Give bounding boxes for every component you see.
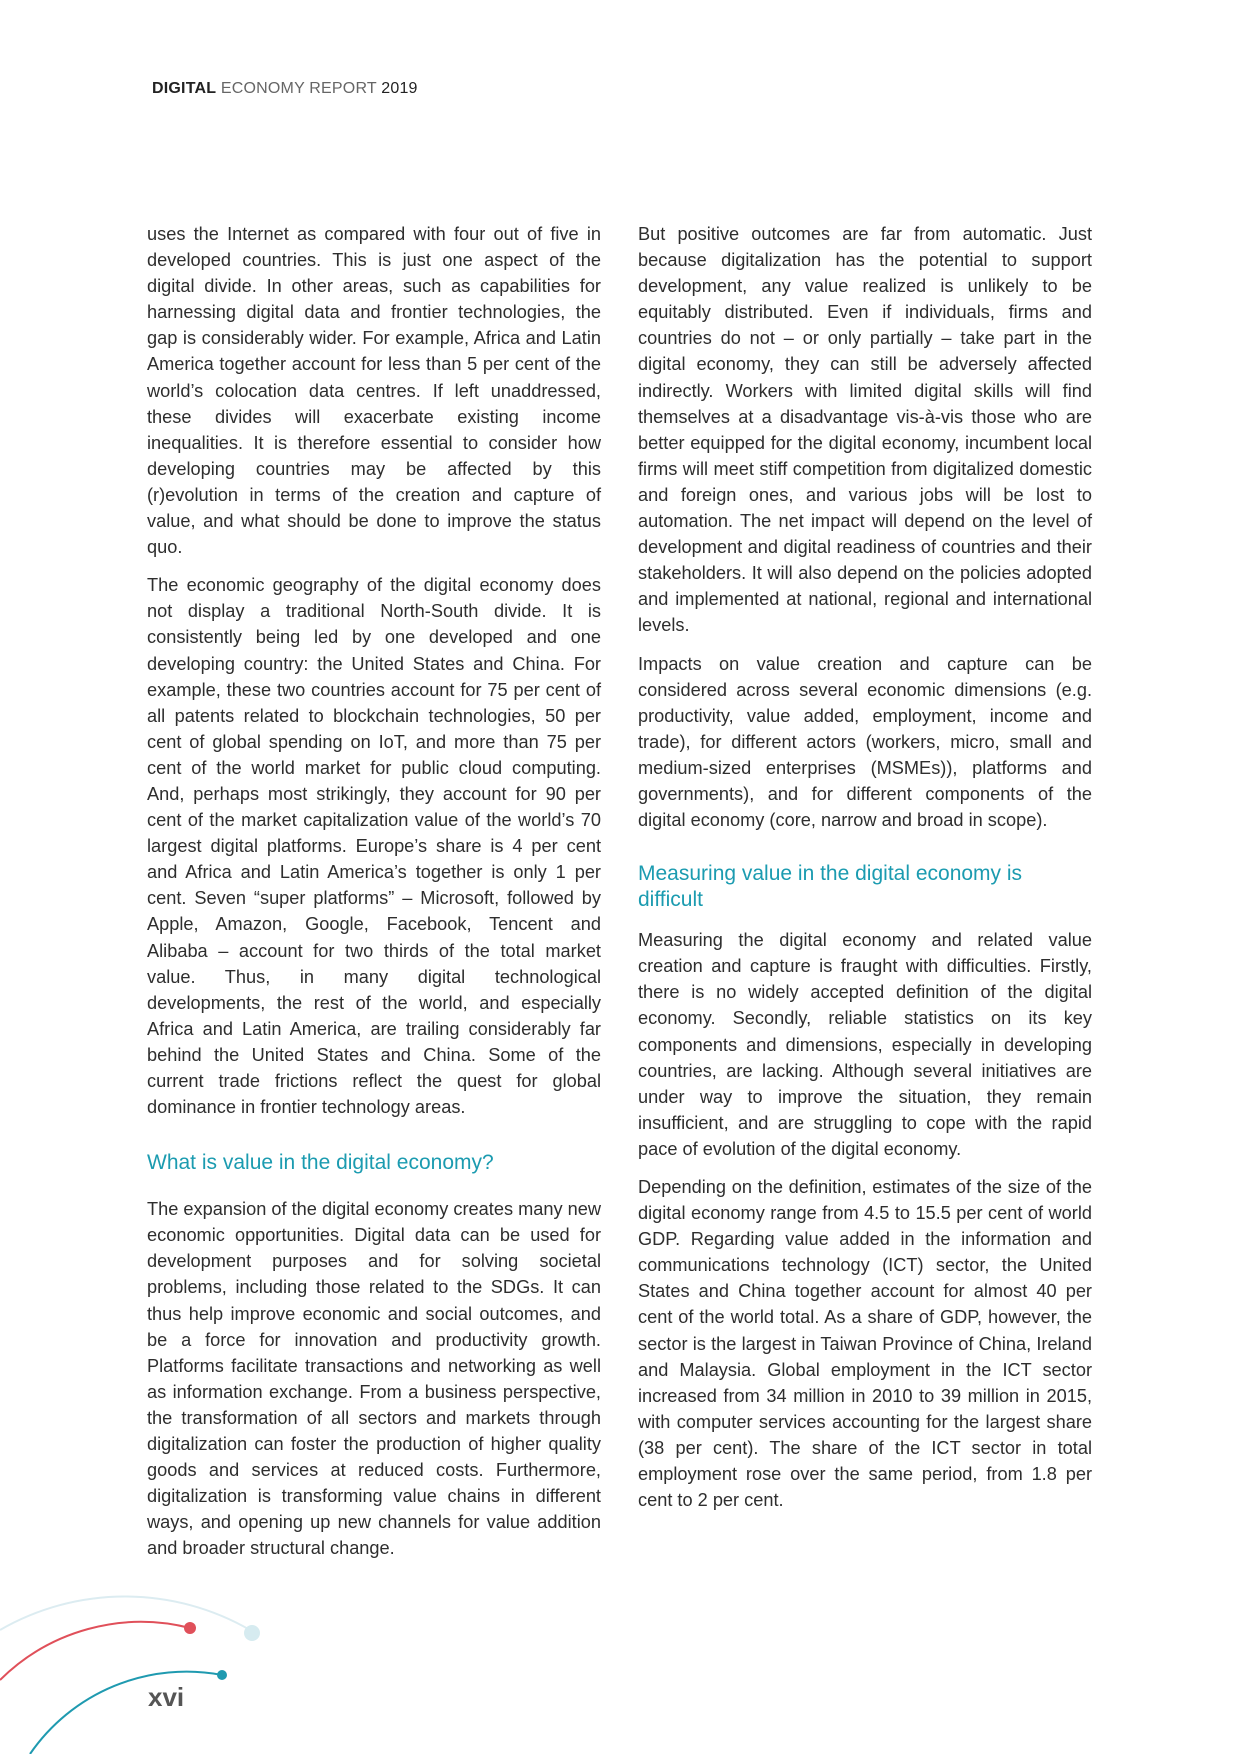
header-word-year: 2019 [381, 80, 418, 97]
teal-arc [30, 1672, 222, 1754]
red-dot [184, 1622, 196, 1634]
page-number: xvi [148, 1682, 185, 1712]
header-word-digital: DIGITAL [152, 80, 217, 97]
left-paragraph-1: uses the Internet as compared with four out of five in developed countries. This is just one aspect of the digital divide. In other areas, such as capabilities for harnessing digital data and frontier technologies, the gap is considerably wider. For example, Africa and Latin America together account for less than 5 per cent of the world’s colocation data centres. If left unaddressed, these divides will exacerbate existing income inequalities. It is therefore essential to consider how developing countries may be affected by this (r)evolution in terms of the creation and capture of value, and what should be done to improve the status quo. [147, 224, 601, 558]
right-paragraph-2: Impacts on value creation and capture can be considered across several economic dimensions (e.g. productivity, value added, employment, income and trade), for different actors (workers, micro, small and medium-sized enterprises (MSMEs)), platforms and governments), and for different components of the digital economy (core, narrow and broad in scope). [638, 653, 1092, 831]
right-paragraph-3: Measuring the digital economy and related value creation and capture is fraught with difficulties. Firstly, there is no widely accepted definition of the digital economy. Secondly, reliable statistics on its key components and dimensions, especially in developing countries, are lacking. Although several initiatives are under way to improve the situation, they remain insufficient, and are struggling to cope with the rapid pace of evolution of the digital economy. [638, 930, 1092, 1159]
right-column [638, 221, 1092, 1525]
section-heading-measuring-value: Measuring value in the digital economy is difficult [638, 862, 1023, 912]
right-paragraph-1: But positive outcomes are far from automatic. Just because digitalization has the potential to support development, any value realized is unlikely to be equitably distributed. Even if individuals, firms and countries do not – or only partially – take part in the digital economy, they can still be adversely affected indirectly. Workers with limited digital skills will find themselves at a disadvantage vis-à-vis those who are better equipped for the digital economy, incumbent local firms will meet stiff competition from digitalized domestic and foreign ones, and various jobs will be lost to automation. The net impact will depend on the level of development and digital readiness of countries and their stakeholders. It will also depend on the policies adopted and implemented at national, regional and international levels. [638, 224, 1092, 636]
left-paragraph-2: The economic geography of the digital economy does not display a traditional North-South divide. It is consistently being led by one developed and one developing country: the United States and China. For example, these two countries account for 75 per cent of all patents related to blockchain technologies, 50 per cent of global spending on IoT, and more than 75 per cent of the world market for public cloud computing. And, perhaps most strikingly, they account for 90 per cent of the market capitalization value of the world’s 70 largest digital platforms. Europe’s share is 4 per cent and Africa and Latin America’s together is only 1 per cent. Seven “super platforms” – Microsoft, followed by Apple, Amazon, Google, Facebook, Tencent and Alibaba – account for two thirds of the total market value. Thus, in many digital technological developments, the rest of the world, and especially Africa and Latin America, are trailing considerably far behind the United States and China. Some of the current trade frictions reflect the quest for global dominance in frontier technology areas. [147, 575, 601, 1118]
teal-dot [217, 1670, 227, 1680]
left-column [147, 221, 601, 1574]
section-heading-what-is-value: What is value in the digital economy? [147, 1151, 494, 1175]
decorative-arcs-graphic [0, 1570, 300, 1754]
light-dot [244, 1625, 260, 1641]
red-arc [0, 1622, 190, 1680]
header-word-economy-report: ECONOMY REPORT [220, 80, 377, 97]
running-header [152, 80, 418, 98]
left-paragraph-3: The expansion of the digital economy creates many new economic opportunities. Digital data can be used for development purposes and for solving societal problems, including those related to the SDGs. It can thus help improve economic and social outcomes, and be a force for innovation and productivity growth. Platforms facilitate transactions and networking as well as information exchange. From a business perspective, the transformation of all sectors and markets through digitalization can foster the production of higher quality goods and services at reduced costs. Furthermore, digitalization is transforming value chains in different ways, and opening up new channels for value addition and broader structural change. [147, 1199, 601, 1559]
light-arc [0, 1597, 250, 1630]
right-paragraph-4: Depending on the definition, estimates of the size of the digital economy range from 4.5 to 15.5 per cent of world GDP. Regarding value added in the information and communications technology (ICT) sector, the United States and China together account for almost 40 per cent of the world total. As a share of GDP, however, the sector is the largest in Taiwan Province of China, Ireland and Malaysia. Global employment in the ICT sector increased from 34 million in 2010 to 39 million in 2015, with computer services accounting for the largest share (38 per cent). The share of the ICT sector in total employment rose over the same period, from 1.8 per cent to 2 per cent. [638, 1177, 1092, 1511]
